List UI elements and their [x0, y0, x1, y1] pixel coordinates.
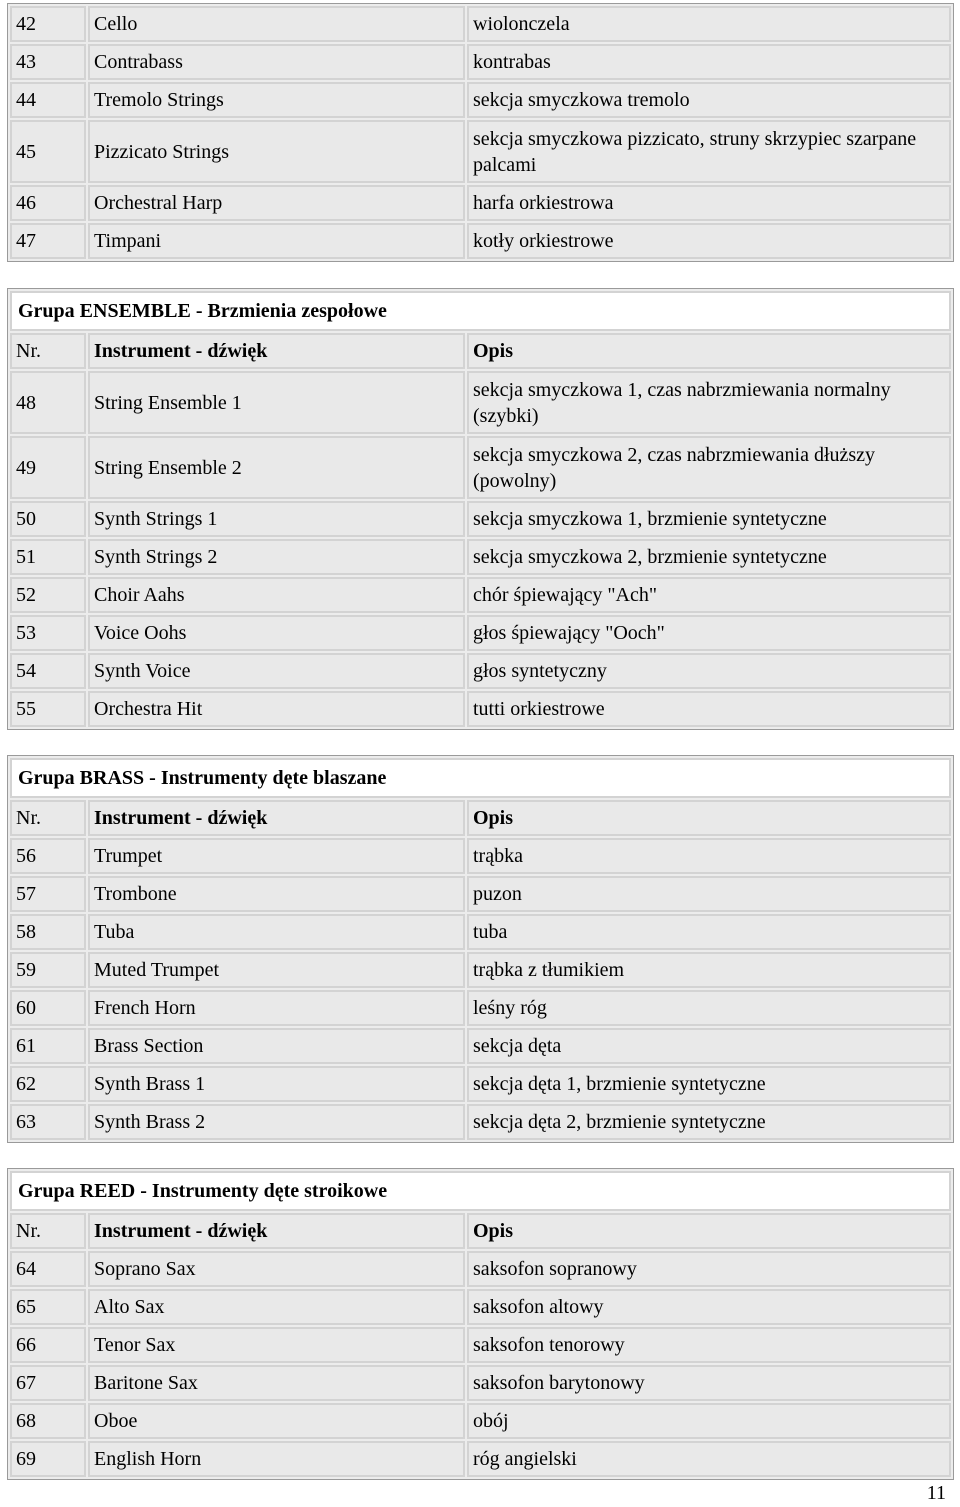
table-row	[10, 1251, 951, 1287]
instrument-description: obój	[467, 1403, 951, 1439]
row-number: 68	[10, 1403, 86, 1439]
instrument-name: Orchestral Harp	[88, 185, 465, 221]
reed-table	[7, 1168, 954, 1480]
table-row	[10, 691, 951, 727]
table-row	[10, 876, 951, 912]
table-row	[10, 838, 951, 874]
table-row	[10, 577, 951, 613]
instrument-name: Baritone Sax	[88, 1365, 465, 1401]
instrument-description: harfa orkiestrowa	[467, 185, 951, 221]
instrument-description: wiolonczela	[467, 6, 951, 42]
table-row	[10, 1028, 951, 1064]
instrument-name: French Horn	[88, 990, 465, 1026]
instrument-description: sekcja dęta 1, brzmienie syntetyczne	[467, 1066, 951, 1102]
brass-table	[7, 755, 954, 1143]
strings-table	[7, 3, 954, 262]
row-number: 54	[10, 653, 86, 689]
instrument-name: Trumpet	[88, 838, 465, 874]
row-number: 67	[10, 1365, 86, 1401]
row-number: 64	[10, 1251, 86, 1287]
ensemble-table	[7, 288, 954, 730]
header-instrument: Instrument - dźwięk	[88, 800, 465, 836]
row-number: 55	[10, 691, 86, 727]
instrument-description: chór śpiewający "Ach"	[467, 577, 951, 613]
row-number: 53	[10, 615, 86, 651]
table-row	[10, 82, 951, 118]
table-row	[10, 1289, 951, 1325]
instrument-description: saksofon barytonowy	[467, 1365, 951, 1401]
row-number: 69	[10, 1441, 86, 1477]
row-number: 66	[10, 1327, 86, 1363]
table-row	[10, 615, 951, 651]
table-row	[10, 1066, 951, 1102]
table-row	[10, 1365, 951, 1401]
instrument-name: Tremolo Strings	[88, 82, 465, 118]
table-row	[10, 371, 951, 434]
instrument-name: Synth Brass 1	[88, 1066, 465, 1102]
row-number: 65	[10, 1289, 86, 1325]
table-row	[10, 6, 951, 42]
header-nr: Nr.	[10, 333, 86, 369]
table-row	[10, 952, 951, 988]
table-row	[10, 436, 951, 499]
row-number: 43	[10, 44, 86, 80]
instrument-description: sekcja smyczkowa 1, brzmienie syntetyczne	[467, 501, 951, 537]
instrument-name: Brass Section	[88, 1028, 465, 1064]
table-row	[10, 1327, 951, 1363]
header-nr: Nr.	[10, 1213, 86, 1249]
page-number: 11	[926, 1482, 946, 1504]
header-description: Opis	[467, 1213, 951, 1249]
row-number: 49	[10, 436, 86, 499]
row-number: 46	[10, 185, 86, 221]
table-row	[10, 539, 951, 575]
row-number: 51	[10, 539, 86, 575]
row-number: 57	[10, 876, 86, 912]
instrument-description: trąbka	[467, 838, 951, 874]
instrument-name: Pizzicato Strings	[88, 120, 465, 183]
row-number: 52	[10, 577, 86, 613]
instrument-name: Muted Trumpet	[88, 952, 465, 988]
instrument-description: róg angielski	[467, 1441, 951, 1477]
table-header	[10, 1213, 951, 1249]
instrument-name: Oboe	[88, 1403, 465, 1439]
instrument-name: Contrabass	[88, 44, 465, 80]
instrument-name: Soprano Sax	[88, 1251, 465, 1287]
row-number: 56	[10, 838, 86, 874]
instrument-name: Trombone	[88, 876, 465, 912]
instrument-description: puzon	[467, 876, 951, 912]
table-row	[10, 1403, 951, 1439]
instrument-name: Synth Brass 2	[88, 1104, 465, 1140]
header-instrument: Instrument - dźwięk	[88, 1213, 465, 1249]
row-number: 42	[10, 6, 86, 42]
row-number: 48	[10, 371, 86, 434]
instrument-description: saksofon tenorowy	[467, 1327, 951, 1363]
table-row	[10, 990, 951, 1026]
row-number: 63	[10, 1104, 86, 1140]
header-description: Opis	[467, 800, 951, 836]
instrument-name: Tenor Sax	[88, 1327, 465, 1363]
instrument-description: sekcja dęta	[467, 1028, 951, 1064]
table-row	[10, 914, 951, 950]
table-row	[10, 1441, 951, 1477]
table-row	[10, 120, 951, 183]
table-header	[10, 800, 951, 836]
instrument-name: Cello	[88, 6, 465, 42]
row-number: 44	[10, 82, 86, 118]
row-number: 59	[10, 952, 86, 988]
row-number: 50	[10, 501, 86, 537]
instrument-description: leśny róg	[467, 990, 951, 1026]
instrument-name: Tuba	[88, 914, 465, 950]
row-number: 62	[10, 1066, 86, 1102]
instrument-name: Timpani	[88, 223, 465, 259]
header-instrument: Instrument - dźwięk	[88, 333, 465, 369]
instrument-name: Orchestra Hit	[88, 691, 465, 727]
table-row	[10, 223, 951, 259]
instrument-description: głos syntetyczny	[467, 653, 951, 689]
instrument-name: String Ensemble 2	[88, 436, 465, 499]
instrument-description: sekcja smyczkowa 2, czas nabrzmiewania dłuższy (powolny)	[467, 436, 951, 499]
row-number: 61	[10, 1028, 86, 1064]
instrument-name: Synth Voice	[88, 653, 465, 689]
header-description: Opis	[467, 333, 951, 369]
table-row	[10, 653, 951, 689]
instrument-description: sekcja smyczkowa pizzicato, struny skrzypiec szarpane palcami	[467, 120, 951, 183]
header-nr: Nr.	[10, 800, 86, 836]
group-title: Grupa ENSEMBLE - Brzmienia zespołowe	[10, 291, 951, 331]
row-number: 45	[10, 120, 86, 183]
instrument-name: English Horn	[88, 1441, 465, 1477]
instrument-description: trąbka z tłumikiem	[467, 952, 951, 988]
instrument-name: Synth Strings 1	[88, 501, 465, 537]
instrument-description: głos śpiewający "Ooch"	[467, 615, 951, 651]
table-row	[10, 44, 951, 80]
instrument-description: sekcja smyczkowa 2, brzmienie syntetyczne	[467, 539, 951, 575]
instrument-name: Alto Sax	[88, 1289, 465, 1325]
row-number: 47	[10, 223, 86, 259]
table-row	[10, 1104, 951, 1140]
group-title: Grupa BRASS - Instrumenty dęte blaszane	[10, 758, 951, 798]
instrument-description: sekcja smyczkowa 1, czas nabrzmiewania normalny (szybki)	[467, 371, 951, 434]
instrument-description: sekcja dęta 2, brzmienie syntetyczne	[467, 1104, 951, 1140]
instrument-description: tutti orkiestrowe	[467, 691, 951, 727]
instrument-description: saksofon sopranowy	[467, 1251, 951, 1287]
table-header	[10, 333, 951, 369]
table-row	[10, 185, 951, 221]
instrument-description: kontrabas	[467, 44, 951, 80]
instrument-description: tuba	[467, 914, 951, 950]
instrument-description: sekcja smyczkowa tremolo	[467, 82, 951, 118]
instrument-name: Synth Strings 2	[88, 539, 465, 575]
instrument-description: saksofon altowy	[467, 1289, 951, 1325]
instrument-name: Choir Aahs	[88, 577, 465, 613]
instrument-name: Voice Oohs	[88, 615, 465, 651]
row-number: 60	[10, 990, 86, 1026]
instrument-name: String Ensemble 1	[88, 371, 465, 434]
instrument-description: kotły orkiestrowe	[467, 223, 951, 259]
group-title: Grupa REED - Instrumenty dęte stroikowe	[10, 1171, 951, 1211]
row-number: 58	[10, 914, 86, 950]
table-row	[10, 501, 951, 537]
